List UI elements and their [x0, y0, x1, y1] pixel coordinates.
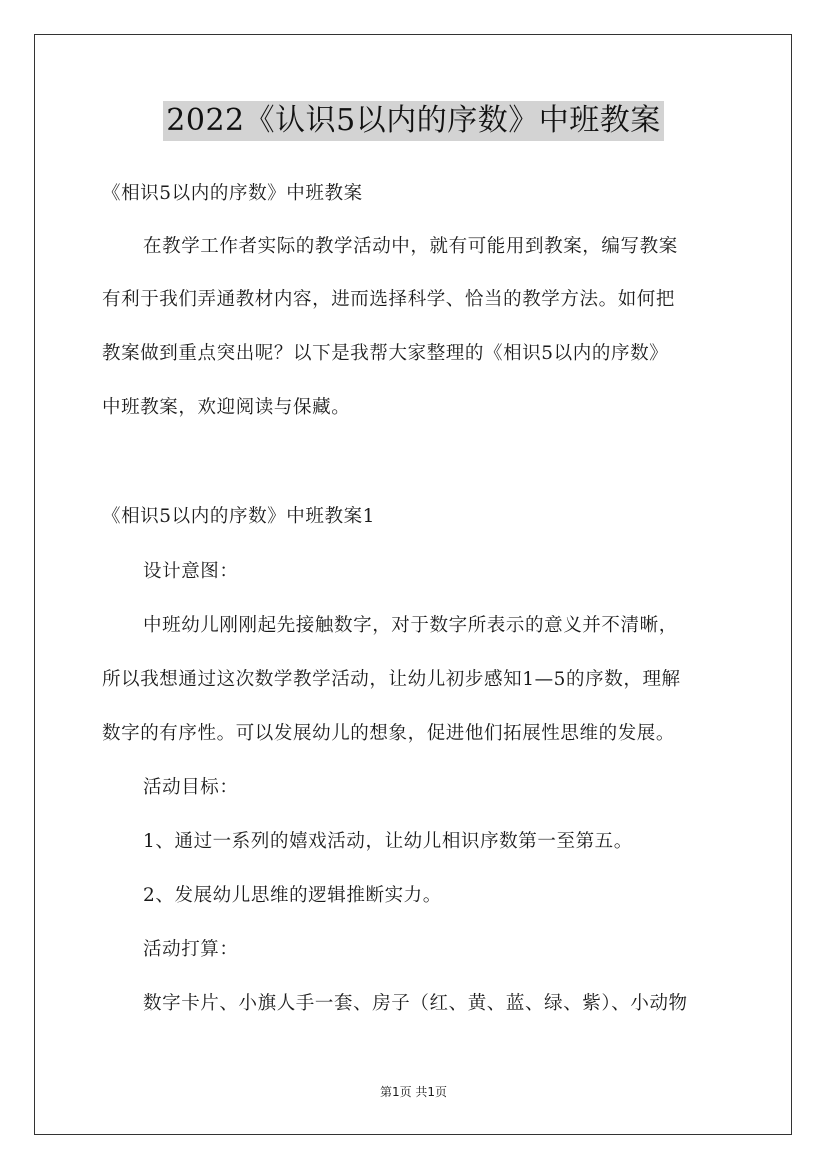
doc-line: 数字卡片、小旗人手一套、房子（红、黄、蓝、绿、紫）、小动物	[143, 993, 688, 1014]
doc-line: 数字的有序性。可以发展幼儿的想象，促进他们拓展性思维的发展。	[102, 723, 676, 744]
page-number: 第1页 共1页	[379, 1085, 448, 1099]
document-title: 2022《认识5以内的序数》中班教案	[163, 101, 663, 141]
doc-line: 教案做到重点突出呢？以下是我帮大家整理的《相识5以内的序数》	[102, 343, 669, 364]
doc-line: 活动打算：	[143, 939, 239, 960]
title-container	[0, 101, 827, 141]
doc-line: 《相识5以内的序数》中班教案	[102, 183, 363, 204]
doc-line: 中班幼儿刚刚起先接触数字，对于数字所表示的意义并不清晰，	[143, 615, 678, 636]
doc-line: 1、通过一系列的嬉戏活动，让幼儿相识序数第一至第五。	[143, 831, 633, 852]
doc-line: 2、发展幼儿思维的逻辑推断实力。	[143, 885, 442, 906]
doc-line: 中班教案，欢迎阅读与保藏。	[102, 397, 351, 418]
doc-line: 《相识5以内的序数》中班教案1	[102, 506, 376, 527]
doc-line: 在教学工作者实际的教学活动中，就有可能用到教案，编写教案	[143, 236, 678, 257]
doc-line: 有利于我们弄通教材内容，进而选择科学、恰当的教学方法。如何把	[102, 289, 676, 310]
doc-line: 设计意图：	[143, 561, 239, 582]
doc-line: 所以我想通过这次数学教学活动，让幼儿初步感知1—5的序数，理解	[102, 669, 681, 690]
doc-line: 活动目标：	[143, 777, 239, 798]
